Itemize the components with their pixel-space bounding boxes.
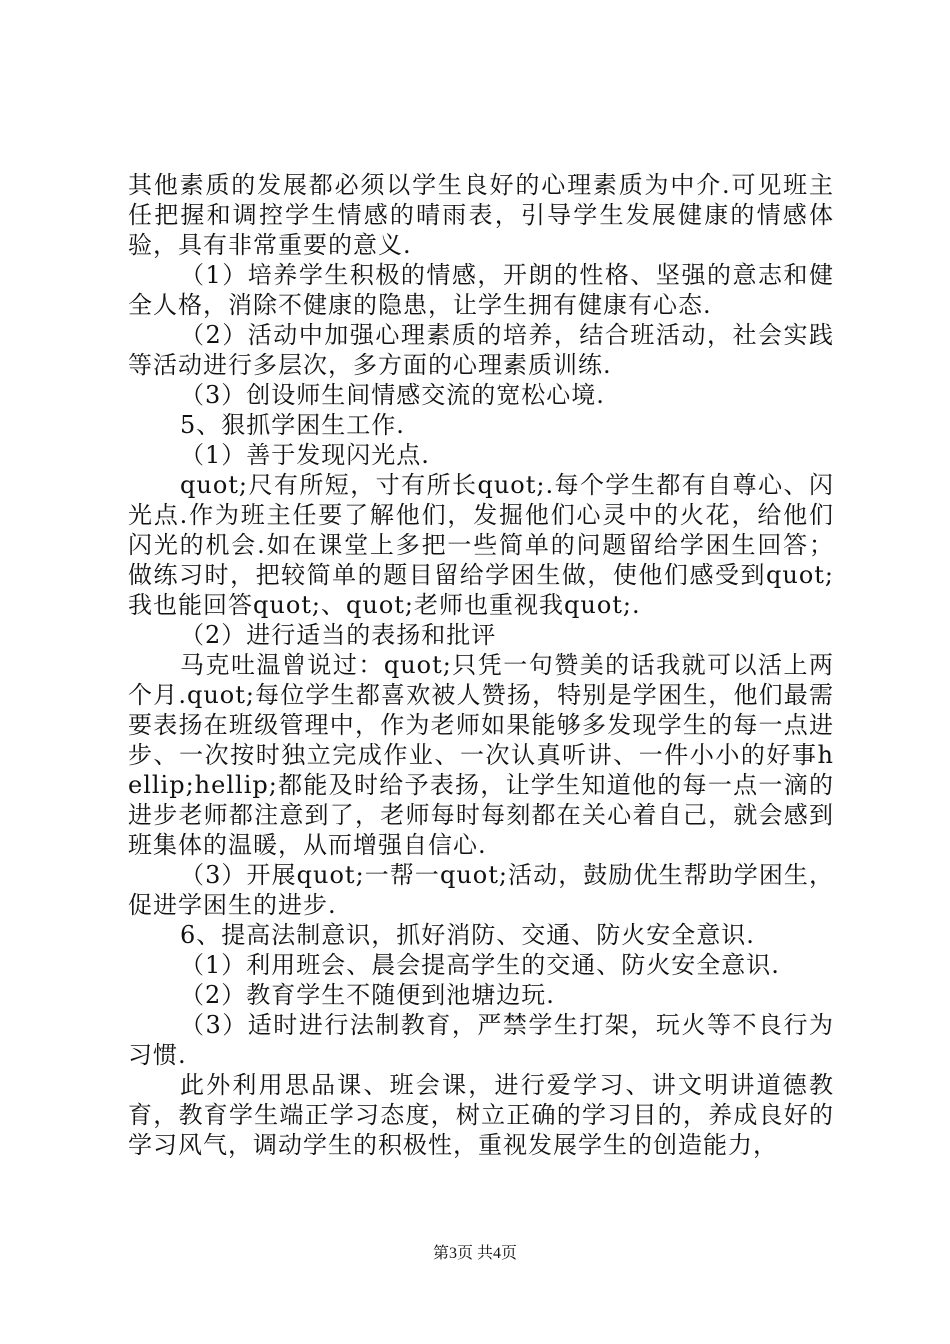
- paragraph-item-3b: （3）开展quot;一帮一quot;活动，鼓励优生帮助学困生，促进学困生的进步.: [128, 861, 834, 919]
- page-number-footer: 第3页 共4页: [432, 1245, 517, 1262]
- section-heading-6: 6、提高法制意识，抓好消防、交通、防火安全意识.: [180, 921, 755, 949]
- paragraph-subheading-1: （1）善于发现闪光点.: [180, 441, 430, 469]
- paragraph-subheading-2: （2）进行适当的表扬和批评: [180, 621, 497, 649]
- paragraph-body-final: 此外利用思品课、班会课，进行爱学习、讲文明讲道德教育，教育学生端正学习态度，树立正确的学习目的，养成良好的学习风气，调动学生的积极性，重视发展学生的创造能力，: [128, 1071, 834, 1159]
- paragraph-continuation: 其他素质的发展都必须以学生良好的心理素质为中介.可见班主任把握和调控学生情感的晴雨表，引导学生发展健康的情感体验，具有非常重要的意义.: [128, 171, 834, 259]
- paragraph-item-3c: （3）适时进行法制教育，严禁学生打架，玩火等不良行为习惯.: [128, 1011, 834, 1069]
- paragraph-item-1c: （1）利用班会、晨会提高学生的交通、防火安全意识.: [180, 951, 780, 979]
- paragraph-item-1: （1）培养学生积极的情感，开朗的性格、坚强的意志和健全人格，消除不健康的隐患，让学生拥有健康有心态.: [128, 261, 834, 319]
- paragraph-item-3: （3）创设师生间情感交流的宽松心境.: [180, 381, 605, 409]
- paragraph-item-2: （2）活动中加强心理素质的培养，结合班活动，社会实践等活动进行多层次，多方面的心理素质训练.: [128, 321, 834, 379]
- paragraph-item-2c: （2）教育学生不随便到池塘边玩.: [180, 981, 555, 1009]
- document-body: [128, 170, 834, 1160]
- paragraph-body: 马克吐温曾说过：quot;只凭一句赞美的话我就可以活上两个月.quot;每位学生都喜欢被人赞扬，特别是学困生，他们最需要表扬在班级管理中，作为老师如果能够多发现学生的每一点进步、一次按时独立完成作业、一次认真听讲、一件小小的好事hellip;hellip;都能及时给予表扬，让学生知道他的每一点一滴的进步老师都注意到了，老师每时每刻都在关心着自己，就会感到班集体的温暖，从而增强自信心.: [128, 651, 834, 859]
- paragraph-body: quot;尺有所短，寸有所长quot;.每个学生都有自尊心、闪光点.作为班主任要了解他们，发掘他们心灵中的火花，给他们闪光的机会.如在课堂上多把一些简单的问题留给学困生回答；做练习时，把较简单的题目留给学困生做，使他们感受到quot;我也能回答quot;、quot;老师也重视我quot;.: [128, 471, 834, 619]
- section-heading-5: 5、狠抓学困生工作.: [180, 411, 405, 439]
